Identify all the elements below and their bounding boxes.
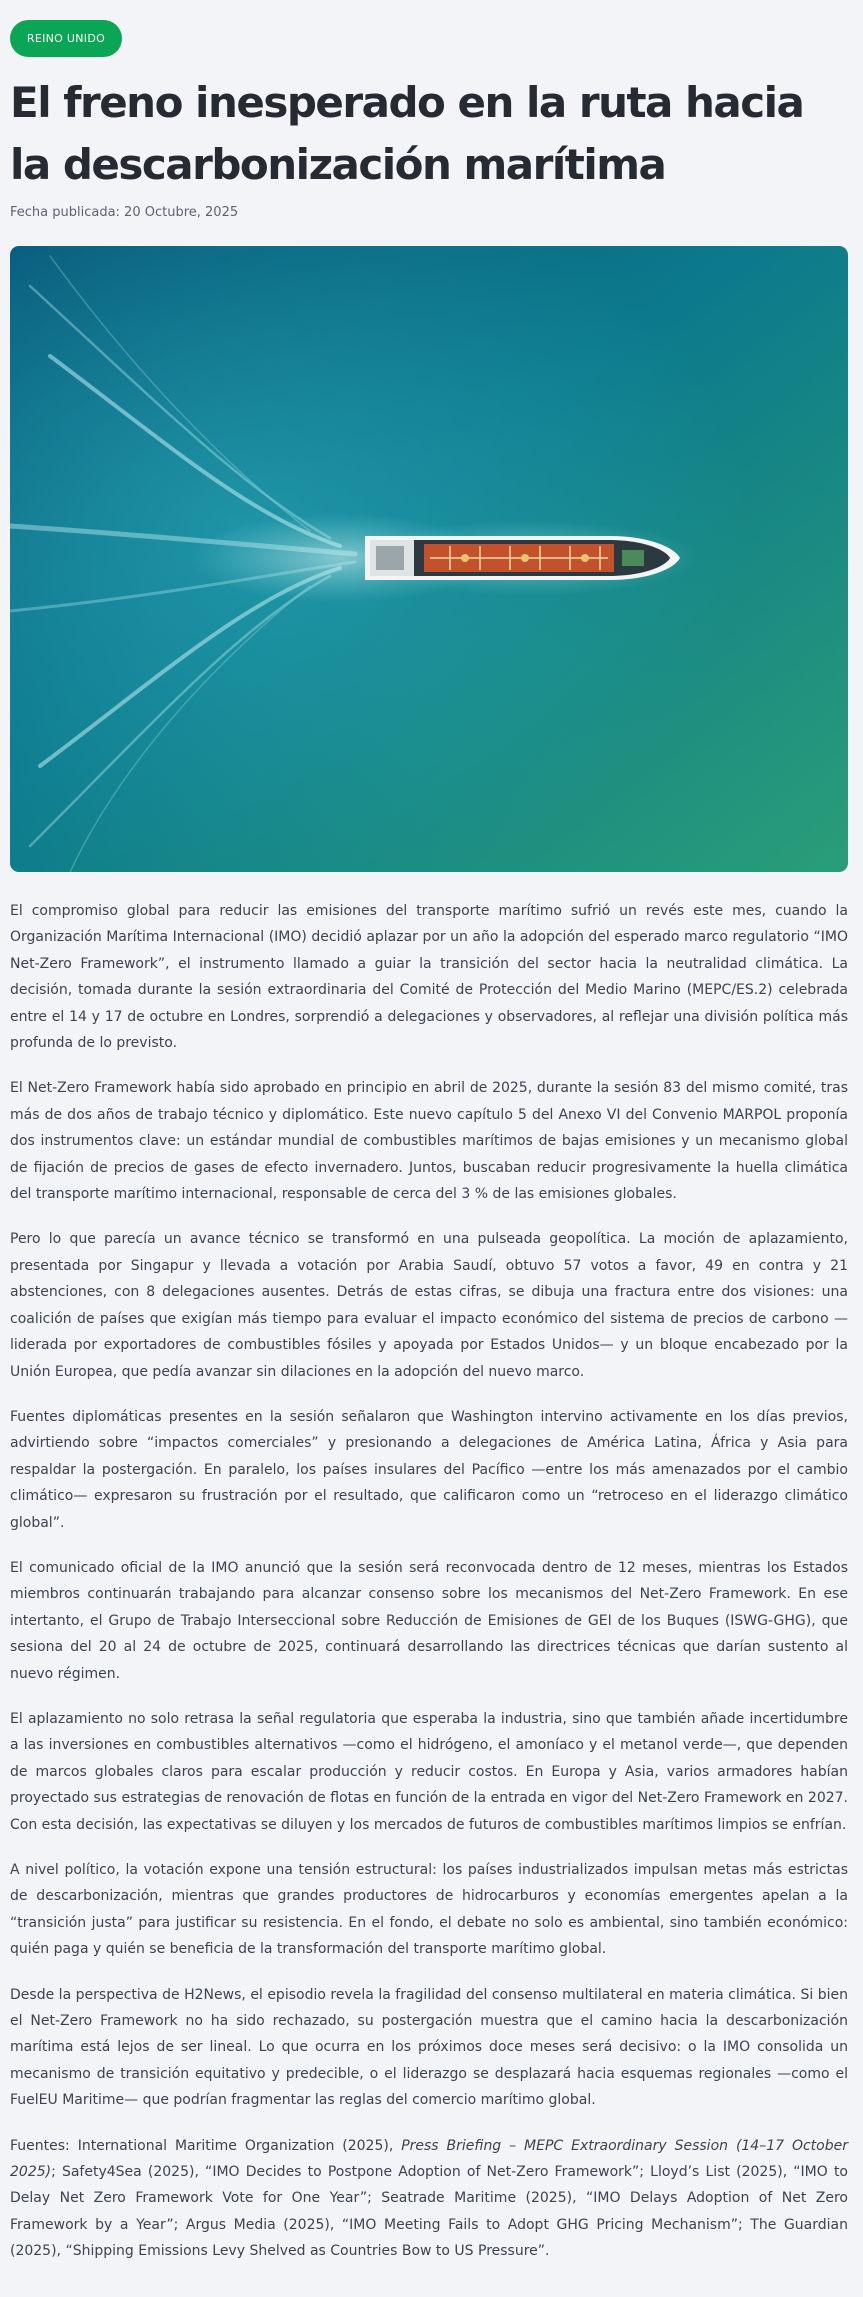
article-body — [10, 898, 848, 2284]
paragraph: A nivel político, la votación expone una tensión estructural: los países industrializados impulsan metas más estrictas de descarbonización, mientras que grandes productores de hidrocarburos y economías emergentes apelan a la “transición justa” para justificar su resistencia. En el fondo, el debate no solo es ambiental, sino también económico: quién paga y quién se beneficia de la transformación del transporte marítimo global. — [10, 1862, 848, 1958]
paragraph: Pero lo que parecía un avance técnico se transformó en una pulseada geopolítica. La moción de aplazamiento, presentada por Singapur y llevada a votación por Arabia Saudí, obtuvo 57 votos a favor, 49 en contra y 21 abstenciones, con 8 delegaciones ausentes. Detrás de estas cifras, se dibuja una fractura entre dos visiones: una coalición de países que exigían más tiempo para evaluar el impacto económico del sistema de precios de carbono —liderada por exportadores de combustibles fósiles y apoyada por Estados Unidos— y un bloque encabezado por la Unión Europea, que pedía avanzar sin dilaciones en la adopción del nuevo marco. — [10, 1231, 848, 1380]
paragraph: El compromiso global para reducir las emisiones del transporte marítimo sufrió un revés este mes, cuando la Organización Marítima Internacional (IMO) decidió aplazar por un año la adopción del esperado marco regulatorio “IMO Net-Zero Framework”, el instrumento llamado a guiar la transición del sector hacia la neutralidad climática. La decisión, tomada durante la sesión extraordinaria del Comité de Protección del Medio Marino (MEPC/ES.2) celebrada entre el 14 y 17 de octubre en Londres, sorprendió a delegaciones y observadores, al reflejar una división política más profunda de lo previsto. — [10, 903, 848, 1052]
paragraph: El Net-Zero Framework había sido aprobado en principio en abril de 2025, durante la sesión 83 del mismo comité, tras más de dos años de trabajo técnico y diplomático. Este nuevo capítulo 5 del Anexo VI del Convenio MARPOL proponía dos instrumentos clave: un estándar mundial de combustibles marítimos de bajas emisiones y un mecanismo global de fijación de precios de gases de efecto invernadero. Juntos, buscaban reducir progresivamente la huella climática del transporte marítimo internacional, responsable de cerca del 3 % de las emisiones globales. — [10, 1080, 848, 1203]
paragraph: Desde la perspectiva de H2News, el episodio revela la fragilidad del consenso multilateral en materia climática. Si bien el Net-Zero Framework no ha sido rechazado, su postergación muestra que el camino hacia la descarbonización marítima está lejos de ser lineal. Lo que ocurra en los próximos doce meses será decisivo: o la IMO consolida un mecanismo de transición equitativo y predecible, o el liderazgo se desplazará hacia esquemas regionales —como el FuelEU Maritime— que podrían fragmentar las reglas del comercio marítimo global. — [10, 1986, 848, 2109]
article-title: El freno inesperado en la ruta hacia la descarbonización marítima — [10, 78, 804, 189]
paragraph: El aplazamiento no solo retrasa la señal regulatoria que esperaba la industria, sino que también añade incertidumbre a las inversiones en combustibles alternativos —como el hidrógeno, el amoníaco y el metanol verde—, que dependen de marcos globales claros para escalar producción y reducir costos. En Europa y Asia, varios armadores habían proyectado sus estrategias de renovación de flotas en función de la entrada en vigor del Net-Zero Framework en 2027. Con esta decisión, las expectativas se diluyen y los mercados de futuros de combustibles marítimos limpios se enfrían. — [10, 1710, 848, 1833]
sources-paragraph — [10, 2133, 848, 2265]
hero-image — [10, 246, 848, 872]
sources-suffix: ; Safety4Sea (2025), “IMO Decides to Postpone Adoption of Net-Zero Framework”; Lloyd’s List (2025), “IMO to Delay Net Zero Framework Vote for One Year”; Seatrade Maritime (2025), “IMO Delays Adoption of Net Zero Framework by a Year”; Argus Media (2025), “IMO Meeting Fails to Adopt GHG Pricing Mechanism”; The Guardian (2025), “Shipping Emissions Levy Shelved as Countries Bow to US Pressure”. — [10, 2164, 848, 2260]
tanker-ship-aerial-image — [10, 246, 848, 872]
publish-date: Fecha publicada: 20 Octubre, 2025 — [10, 205, 239, 220]
ship-hull — [365, 536, 680, 580]
category-badge[interactable]: REINO UNIDO — [10, 20, 122, 57]
sources-italic-title: Press Briefing – MEPC Extraordinary Session (14–17 October 2025) — [10, 2137, 848, 2181]
sources-prefix: Fuentes: International Maritime Organization (2025), — [10, 2137, 402, 2154]
paragraph: Fuentes diplomáticas presentes en la sesión señalaron que Washington intervino activamente en los días previos, advirtiendo sobre “impactos comerciales” y presionando a delegaciones de América Latina, África y Asia para respaldar la postergación. En paralelo, los países insulares del Pacífico —entre los más amenazados por el cambio climático— expresaron su frustración por el resultado, que calificaron como un “retroceso en el liderazgo climático global”. — [10, 1408, 848, 1531]
paragraph: El comunicado oficial de la IMO anunció que la sesión será reconvocada dentro de 12 meses, mientras los Estados miembros continuarán trabajando para alcanzar consenso sobre los mecanismos del Net-Zero Framework. En ese intertanto, el Grupo de Trabajo Interseccional sobre Reducción de Emisiones de GEI de los Buques (ISWG-GHG), que sesiona del 20 al 24 de octubre de 2025, continuará desarrollando las directrices técnicas que darían sustento al nuevo régimen. — [10, 1559, 848, 1682]
